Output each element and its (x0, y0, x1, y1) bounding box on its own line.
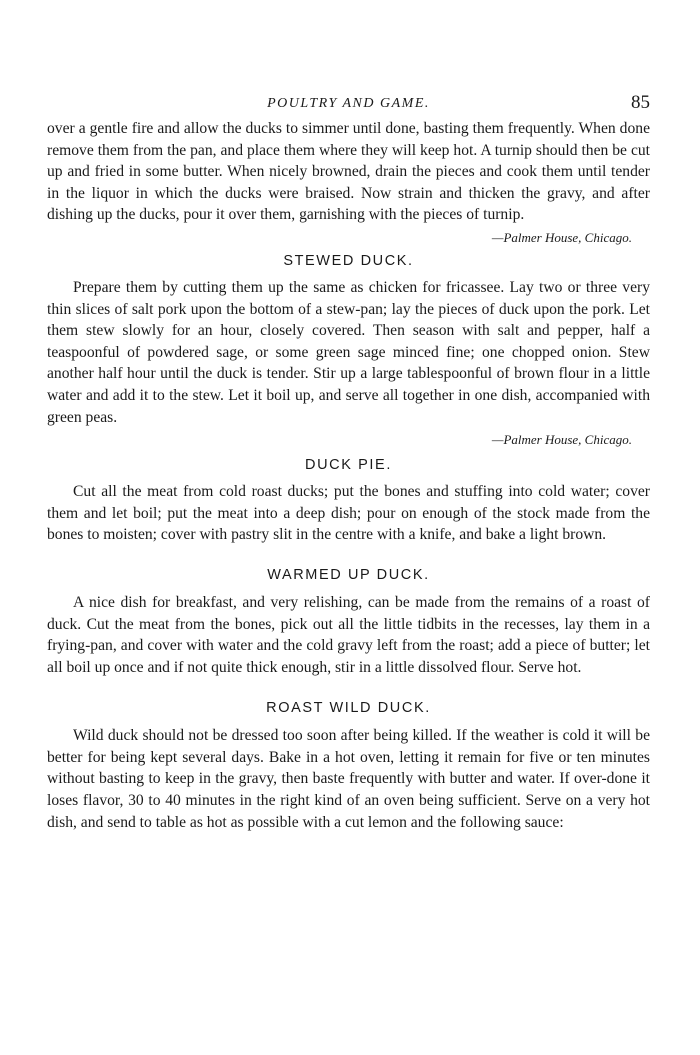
book-page (47, 92, 650, 833)
page-number: 85 (631, 92, 650, 113)
roast-wild-duck-heading: ROAST WILD DUCK. (266, 700, 431, 717)
duck-pie-heading: DUCK PIE. (305, 457, 392, 474)
roast-wild-duck-paragraph: Wild duck should not be dressed too soon after being killed. If the weather is cold it will be better for being kept several days. Bake in a hot oven, letting it remain for five or ten minutes without basting to keep in the gravy, then baste frequently with butter and water. If over-done it loses flavor, 30 to 40 minutes in the right kind of an oven being sufficient. Serve on a very hot dish, and send to table as hot as possible with a cut lemon and the following sauce: (47, 727, 650, 831)
page-header (47, 92, 650, 118)
stewed-duck-paragraph: Prepare them by cutting them up the same as chicken for fricassee. Lay two or three very thin slices of salt pork upon the bottom of a stew-pan; lay the pieces of duck upon the pork. Let them stew slowly for an hour, closely covered. Then season with salt and pepper, half a teaspoonful of powdered sage, or some green sage minced fine; one chopped onion. Stew another half hour until the duck is tender. Stir up a large tablespoonful of brown flour in a little water and add it to the stew. Let it boil up, and serve all together in one dish, accompanied with green peas. (47, 278, 650, 426)
intro-attribution: —Palmer House, Chicago. (491, 229, 632, 245)
stewed-duck-attribution: —Palmer House, Chicago. (491, 432, 632, 448)
warmed-up-duck-paragraph: A nice dish for breakfast, and very relishing, can be made from the remains of a roast of duck. Cut the meat from the bones, pick out all the little tidbits in the recesses, lay them in a frying-pan, and cover with water and the cold gravy left from the roast; add a piece of butter; let all boil up once and if not quite thick enough, stir in a little dissolved flour. Serve hot. (47, 593, 650, 676)
stewed-duck-heading: STEWED DUCK. (283, 252, 414, 269)
intro-paragraph: over a gentle fire and allow the ducks to simmer until done, basting them frequently. When done remove them from the pan, and place them where they will keep hot. A turnip should then be cut up and fried in some butter. When nicely browned, drain the pieces and cook them until tender in the liquor in which the ducks were braised. Now strain and thicken the gravy, and after dishing up the ducks, pour it over them, garnishing with the pieces of turnip. (47, 120, 650, 224)
duck-pie-paragraph: Cut all the meat from cold roast ducks; put the bones and stuffing into cold water; cover them and let boil; put the meat into a deep dish; pour on enough of the stock made from the bones to moisten; cover with pastry slit in the centre with a knife, and bake a light brown. (47, 483, 650, 544)
running-title: POULTRY AND GAME. (267, 96, 430, 111)
warmed-up-duck-heading: WARMED UP DUCK. (267, 566, 430, 583)
